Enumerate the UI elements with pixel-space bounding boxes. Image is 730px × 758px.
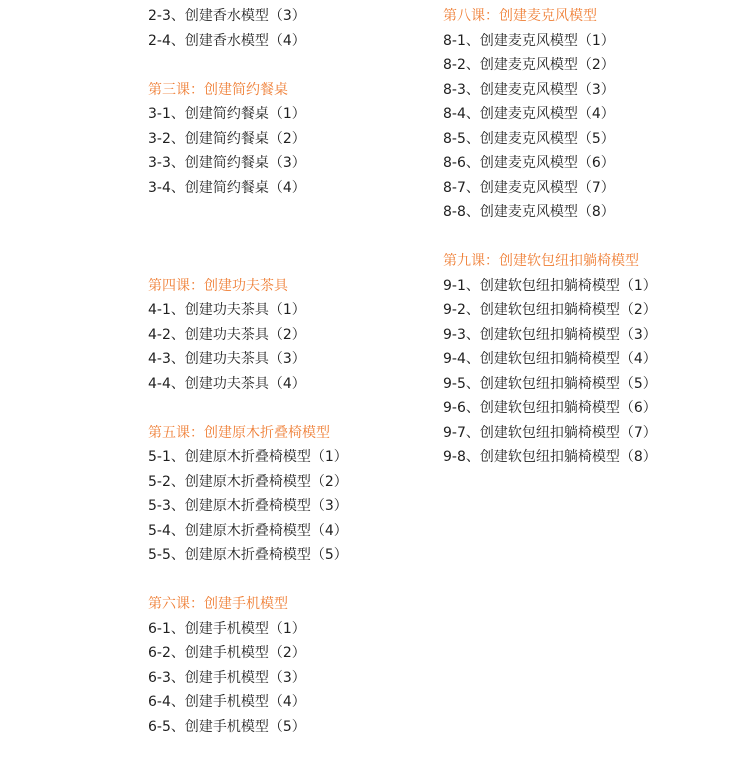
- lesson-item: 8-8、创建麦克风模型（8）: [443, 204, 615, 220]
- lesson-item: 3-2、创建简约餐桌（2）: [148, 130, 306, 147]
- lesson-heading: 第五课：创建原木折叠椅模型: [148, 424, 330, 441]
- lesson-heading: 第四课：创建功夫茶具: [148, 277, 288, 294]
- lesson-item: 9-2、创建软包纽扣躺椅模型（2）: [443, 302, 657, 318]
- lesson-item: 8-6、创建麦克风模型（6）: [443, 155, 615, 171]
- lesson-item: 8-5、创建麦克风模型（5）: [443, 130, 615, 147]
- right-column: [443, 4, 657, 470]
- lesson-item: 5-1、创建原木折叠椅模型（1）: [148, 449, 348, 465]
- lesson-item: 5-2、创建原木折叠椅模型（2）: [148, 473, 348, 490]
- lesson-item: 9-6、创建软包纽扣躺椅模型（6）: [443, 400, 657, 416]
- lesson-item: 8-4、创建麦克风模型（4）: [443, 106, 615, 122]
- lesson-5-section: [148, 421, 348, 568]
- lesson-item: 3-3、创建简约餐桌（3）: [148, 155, 306, 171]
- left-column: [148, 4, 348, 739]
- lesson-item: 2-4、创建香水模型（4）: [148, 32, 306, 49]
- lesson-8-section: [443, 4, 657, 225]
- lesson-item: 9-1、创建软包纽扣躺椅模型（1）: [443, 277, 657, 294]
- lesson-item: 2-3、创建香水模型（3）: [148, 8, 306, 24]
- lesson-item: 3-1、创建简约餐桌（1）: [148, 106, 306, 122]
- lesson-item: 6-5、创建手机模型（5）: [148, 718, 306, 735]
- lesson-4-section: [148, 274, 348, 397]
- lesson-heading: 第三课：创建简约餐桌: [148, 81, 288, 98]
- lesson-item: 9-5、创建软包纽扣躺椅模型（5）: [443, 375, 657, 392]
- lesson-item: 5-3、创建原木折叠椅模型（3）: [148, 498, 348, 514]
- lesson-2-section: [148, 4, 348, 53]
- lesson-item: 5-5、创建原木折叠椅模型（5）: [148, 547, 348, 563]
- lesson-item: 8-7、创建麦克风模型（7）: [443, 179, 615, 196]
- lesson-item: 3-4、创建简约餐桌（4）: [148, 179, 306, 196]
- lesson-item: 4-3、创建功夫茶具（3）: [148, 351, 306, 367]
- lesson-6-section: [148, 592, 348, 739]
- lesson-heading: 第八课：创建麦克风模型: [443, 8, 597, 24]
- lesson-item: 6-3、创建手机模型（3）: [148, 669, 306, 686]
- lesson-item: 6-1、创建手机模型（1）: [148, 620, 306, 637]
- lesson-item: 4-2、创建功夫茶具（2）: [148, 326, 306, 343]
- lesson-9-section: [443, 249, 657, 470]
- lesson-item: 9-4、创建软包纽扣躺椅模型（4）: [443, 351, 657, 367]
- lesson-heading: 第六课：创建手机模型: [148, 596, 288, 612]
- lesson-item: 9-7、创建软包纽扣躺椅模型（7）: [443, 424, 657, 441]
- lesson-item: 8-3、创建麦克风模型（3）: [443, 81, 615, 98]
- lesson-item: 4-1、创建功夫茶具（1）: [148, 302, 306, 318]
- lesson-3-section: [148, 78, 348, 201]
- lesson-item: 6-4、创建手机模型（4）: [148, 694, 306, 710]
- lesson-item: 6-2、创建手机模型（2）: [148, 645, 306, 661]
- lesson-item: 5-4、创建原木折叠椅模型（4）: [148, 522, 348, 539]
- lesson-item: 4-4、创建功夫茶具（4）: [148, 375, 306, 392]
- lesson-item: 9-8、创建软包纽扣躺椅模型（8）: [443, 449, 657, 465]
- lesson-item: 8-2、创建麦克风模型（2）: [443, 57, 615, 73]
- lesson-item: 9-3、创建软包纽扣躺椅模型（3）: [443, 326, 657, 343]
- lesson-item: 8-1、创建麦克风模型（1）: [443, 32, 615, 49]
- lesson-heading: 第九课：创建软包纽扣躺椅模型: [443, 253, 639, 269]
